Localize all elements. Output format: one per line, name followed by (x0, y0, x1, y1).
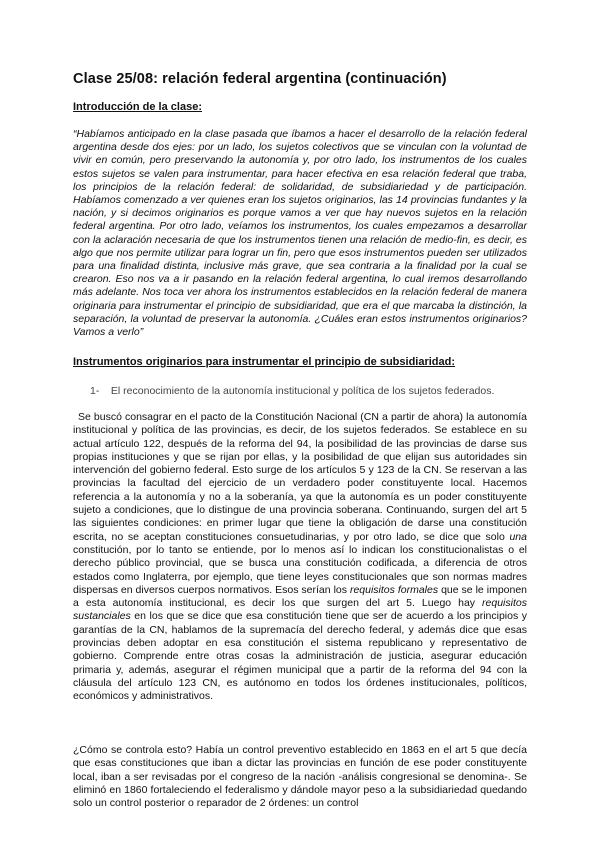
emphasis-una: una (509, 530, 527, 543)
intro-paragraph: “Habíamos anticipado en la clase pasada que íbamos a hacer el desarrollo de la relación federal argentina desde dos ejes: por un lado, los sujetos colectivos que se vinculan con la voluntad de vivir en común, pero preservando la autonomía y, por otro lado, los instrumentos de los cuales estos sujetos se valen para instrumentar, para hacer efectiva en esa relación federal que traba, los principios de la relación federal: de solidaridad, de subsidiariedad y de participación. Habíamos comenzado a ver quienes eran los sujetos originarios, las 14 provincias fundantes y la nación, y si decimos originarios es porque vamos a ver que hay nuevos sujetos en la relación federal argentina. Por otro lado, veíamos los instrumentos, los cuales empezamos a desarrollar con la aclaración necesaria de que los instrumentos tienen una relación de medio-fin, es decir, es algo que nos permite utilizar para lograr un fin, pero que esos instrumentos pueden ser utilizados para una finalidad distinta, inclusive más grave, que sea contraria a la finalidad por la cual se crearon. Eso nos va a ir pasando en la relación federal argentina, lo cual iremos desarrollando más adelante. Nos toca ver ahora los instrumentos establecidos en la relación federal de manera originaria para instrumentar el principio de subsidiaridad, que era el que marcaba la distinción, la separación, la voluntad de preservar la autonomía. ¿Cuáles eran estos instrumentos originarios? Vamos a verlo” (73, 128, 527, 339)
list-item-text: El reconocimiento de la autonomía institucional y política de los sujetos federados. (110, 385, 495, 397)
list-item-number: 1- (90, 385, 100, 397)
intro-heading: Introducción de la clase: (73, 101, 202, 113)
body-paragraph-control: ¿Cómo se controla esto? Había un control preventivo establecido en 1863 en el art 5 que decía que esas constituciones que iban a dictar las provincias en función de ese poder constituyente local, iban a ser revisadas por el congreso de la nación -análisis congresional se denomina-. Se eliminó en 1860 fortaleciendo el federalismo y dándole mayor peso a la subsidiariedad quedando solo un control posterior o reparador de 2 órdenes: un control (73, 744, 527, 810)
list-item (90, 385, 530, 397)
body-paragraph-autonomy (73, 411, 527, 704)
instruments-heading: Instrumentos originarios para instrumentar el principio de subsidiaridad: (73, 356, 456, 368)
body-text-segment: Se buscó consagrar en el pacto de la Constitución Nacional (CN a partir de ahora) la autonomía institucional y política de las provincias, es decir, de los sujetos federados. Se establece en su actual artículo 122, después de la reforma del 94, la posibilidad de las provincias de darse sus propias instituciones y que se rijan por ellas, y la posibilidad de que elijan sus autoridades sin intervención del gobierno federal. Esto surge de los artículos 5 y 123 de la CN. Se reservan a las provincias la facultad del ejercicio de un verdadero poder constituyente local. Hacemos referencia a la autonomía y no a la soberanía, ya que la autonomía es un poder constituyente sujeto a condiciones, que lo distingue de una provincia soberana. Continuando, surgen del art 5 las siguientes condiciones: en primer lugar que tiene la obligación de darse una constitución escrita, no se aceptan constituciones consuetudinarias, y por otro lado, se dice que solo (73, 411, 527, 543)
body-text-segment: en los que se dice que esa constitución tiene que ser de acuerdo a los principios y garantías de la CN, hablamos de la supremacía del derecho federal, y además dice que esas provincias deben adoptar en esa constitución el sistema republicano y representativo de gobierno. Comprende entre otras cosas la administración de justicia, asegurar educación primaria y, además, asegurar el régimen municipal que a partir de la reforma del 94 con la cláusula del artículo 123 CN, es autónomo en todos los órdenes institucionales, políticos, económicos y administrativos. (73, 610, 527, 703)
emphasis-requisitos-sustanciales: requisitos sustanciales (73, 597, 527, 623)
page-title: Clase 25/08: relación federal argentina (continuación) (73, 71, 447, 87)
body-text-segment: constitución, por lo tanto se entiende, por lo menos así lo indican los constitucionalistas o el derecho público provincial, que se busca una constitución codificada, a diferencia de otros estados como Inglaterra, por ejemplo, que tiene leyes constitucionales que son normas madres dispersas en diversos cuerpos normativos. Esos serían los (73, 543, 527, 596)
emphasis-requisitos-formales: requisitos formales (349, 583, 439, 596)
body-text-segment: que se le imponen a esta autonomía institucional, es decir los que surgen del art 5. Luego hay (73, 583, 528, 610)
